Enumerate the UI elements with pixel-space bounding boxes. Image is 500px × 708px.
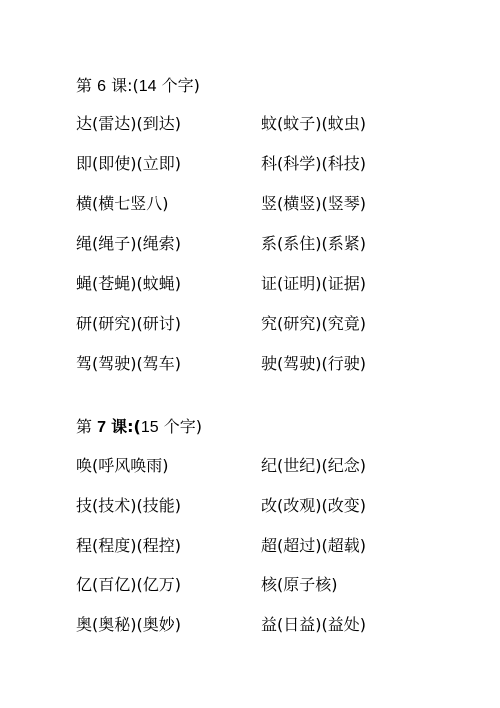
word-entry: 绳(绳子)(绳索) <box>76 234 181 253</box>
lesson-title-prefix: 第 <box>76 76 93 95</box>
word-entry: 亿(百亿)(亿万) <box>76 575 181 594</box>
lesson-title-mid: 课:( <box>111 417 141 436</box>
lesson-title-suffix: 个字) <box>161 76 200 95</box>
word-row <box>76 495 476 517</box>
word-entry: 究(研究)(究竟) <box>261 314 366 333</box>
word-entry: 蚊(蚊子)(蚊虫) <box>261 114 366 133</box>
word-row <box>76 313 476 335</box>
word-entry: 益(日益)(益处) <box>261 615 366 634</box>
word-row <box>76 233 476 255</box>
word-row <box>76 535 476 557</box>
character-count: 15 <box>140 419 159 436</box>
word-row <box>76 574 476 596</box>
character-count: 14 <box>138 78 157 95</box>
word-row <box>76 353 476 375</box>
word-entry: 达(雷达)(到达) <box>76 114 181 133</box>
word-row <box>76 455 476 477</box>
word-entry: 证(证明)(证据) <box>261 274 366 293</box>
lesson-title-mid: 课:( <box>111 76 139 95</box>
word-entry: 驾(驾驶)(驾车) <box>76 354 181 373</box>
word-entry: 即(即使)(立即) <box>76 154 181 173</box>
word-row <box>76 193 476 215</box>
word-entry: 科(科学)(科技) <box>261 154 366 173</box>
word-row <box>76 113 476 135</box>
word-entry: 驶(驾驶)(行驶) <box>261 354 366 373</box>
lesson-number: 7 <box>97 419 107 436</box>
word-entry: 程(程度)(程控) <box>76 536 181 555</box>
lesson-6-title <box>76 76 200 97</box>
word-entry: 竖(横竖)(竖琴) <box>261 194 366 213</box>
word-entry: 横(横七竖八) <box>76 194 169 213</box>
lesson-number: 6 <box>97 78 107 95</box>
word-entry: 奥(奥秘)(奥妙) <box>76 615 181 634</box>
lesson-7-title <box>76 417 202 438</box>
word-entry: 纪(世纪)(纪念) <box>261 456 366 475</box>
word-entry: 核(原子核) <box>261 575 338 594</box>
word-row <box>76 614 476 636</box>
word-row <box>76 273 476 295</box>
word-entry: 研(研究)(研讨) <box>76 314 181 333</box>
lesson-title-suffix: 个字) <box>163 417 202 436</box>
word-entry: 超(超过)(超载) <box>261 536 366 555</box>
word-entry: 蝇(苍蝇)(蚊蝇) <box>76 274 181 293</box>
word-entry: 系(系住)(系紧) <box>261 234 366 253</box>
word-entry: 技(技术)(技能) <box>76 496 181 515</box>
word-entry: 改(改观)(改变) <box>261 496 366 515</box>
word-row <box>76 153 476 175</box>
word-entry: 唤(呼风唤雨) <box>76 456 169 475</box>
lesson-title-prefix: 第 <box>76 417 93 436</box>
